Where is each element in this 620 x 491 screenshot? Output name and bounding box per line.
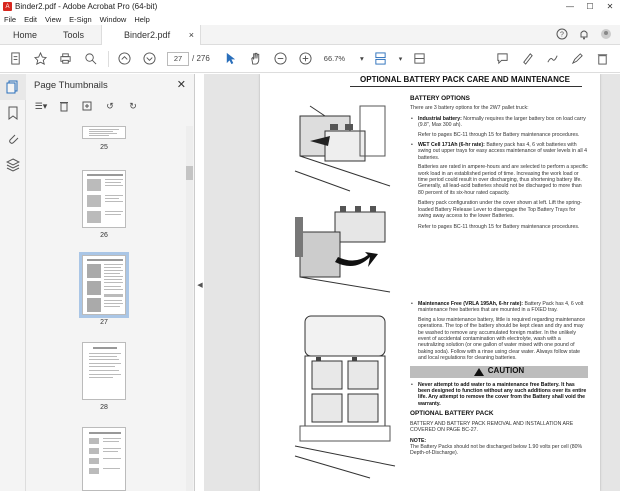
industrial-lead: Industrial battery: — [418, 115, 462, 122]
tab-bar — [0, 25, 620, 45]
previous-page-icon[interactable] — [117, 52, 131, 66]
page-thumbnail[interactable] — [82, 342, 126, 400]
fill-sign-icon[interactable] — [570, 52, 584, 66]
wet-paragraph-2: Batteries are rated in ampere-hours and are selected to perform a specific work load in an established period of time. Increasing the work load or time period could result in over discharging, thus shortening battery life. Generally, all lead-acid batteries should not be discharged to more than 80 percent of its six-hour rated capacity. — [418, 164, 588, 196]
tab-close-icon[interactable]: × — [188, 29, 195, 40]
main-toolbar — [0, 45, 620, 73]
highlight-pen-icon[interactable] — [520, 52, 534, 66]
maintenance-free-battery-illustration — [290, 306, 400, 486]
left-navigation-rail — [0, 74, 26, 491]
close-window-button[interactable]: ✕ — [606, 2, 614, 11]
user-avatar-icon[interactable] — [600, 28, 612, 42]
zoom-value: 66.7% — [323, 54, 346, 63]
scroll-mode-icon[interactable] — [412, 52, 426, 66]
layers-icon[interactable] — [0, 152, 26, 178]
acrobat-logo-icon: A — [3, 2, 12, 11]
chevron-down-icon: ▾ — [360, 54, 364, 63]
maximize-button[interactable]: ☐ — [586, 2, 594, 11]
caution-label: CAUTION — [487, 366, 525, 376]
rotate-left-icon[interactable]: ↺ — [106, 100, 114, 111]
battery-tray-illustration-1 — [290, 96, 400, 196]
heading-rule — [350, 86, 582, 87]
note-text: The Battery Packs should not be discharged below 1.90 volts per cell (80% Depth-of-Discharge). — [410, 443, 583, 457]
page-thumbnail[interactable] — [82, 126, 126, 139]
thumbnail-page-number: 25 — [100, 144, 108, 151]
create-pdf-icon[interactable] — [8, 52, 22, 66]
window-controls — [560, 0, 620, 13]
page-thumbnail-selected[interactable] — [82, 255, 126, 315]
select-cursor-icon[interactable] — [224, 52, 238, 66]
thumbnail-page-number: 26 — [100, 232, 108, 239]
thumbnail-page-number: 28 — [100, 404, 108, 411]
section-title-battery-options: BATTERY OPTIONS — [410, 95, 470, 102]
refer-text-1: Refer to pages BC-11 through 15 for Battery maintenance procedures. — [418, 131, 580, 138]
menu-esign[interactable]: E-Sign — [69, 14, 92, 24]
comment-icon[interactable] — [495, 52, 509, 66]
mf-text: Battery Pack has 4, 6 volt maintenance free batteries that are mounted in a FIXED tray. — [418, 301, 584, 314]
tab-tools[interactable]: Tools — [63, 29, 85, 40]
warning-triangle-icon — [474, 368, 484, 376]
page-display-icon[interactable] — [374, 52, 388, 66]
attachments-icon[interactable] — [0, 126, 26, 152]
page-number-input[interactable]: 27 — [167, 52, 189, 66]
draw-icon[interactable] — [545, 52, 559, 66]
battery-tray-illustration-2 — [290, 202, 400, 297]
text-column-top — [410, 96, 588, 234]
panel-tools — [34, 100, 140, 112]
collapse-panel-handle[interactable]: ◀ — [197, 282, 203, 289]
thumbnail-page-number: 27 — [100, 319, 108, 326]
delete-icon[interactable] — [595, 52, 609, 66]
menu-edit[interactable]: Edit — [24, 14, 38, 24]
delete-page-icon[interactable] — [57, 100, 71, 112]
page-thumbnails-icon[interactable] — [0, 74, 26, 100]
optional-text: BATTERY AND BATTERY PACK REMOVAL AND INSTALLATION ARE COVERED ON PAGE BC-27. — [410, 420, 574, 434]
bookmarks-icon[interactable] — [0, 100, 26, 126]
page-total-label: / 276 — [192, 54, 210, 63]
zoom-in-icon[interactable] — [299, 52, 313, 66]
industrial-text: Normally requires the larger battery box on load carry (9.8", Max 300 ah). — [418, 115, 586, 129]
rotate-right-icon[interactable]: ↻ — [129, 100, 137, 111]
bullet-wet-cell — [410, 142, 588, 161]
document-view — [204, 74, 620, 491]
search-icon[interactable] — [83, 52, 97, 66]
menu-view[interactable]: View — [45, 14, 62, 24]
thumbnail-scrollbar[interactable] — [186, 126, 193, 491]
panel-title: Page Thumbnails — [34, 80, 108, 91]
tab-document[interactable] — [101, 25, 201, 45]
mf-lead: Maintenance Free (VRLA 195Ah, 6-hr rate): — [418, 301, 524, 307]
chevron-down-icon[interactable]: ▾ — [398, 55, 403, 63]
caution-banner — [410, 366, 588, 378]
refer-text-2: Refer to pages BC-11 through 15 for Battery maintenance procedures. — [418, 223, 580, 230]
svg-text:?: ? — [560, 31, 564, 38]
toolbar-separator — [108, 51, 109, 67]
insert-page-icon[interactable] — [80, 100, 94, 112]
caution-text — [410, 382, 588, 408]
notifications-icon[interactable] — [578, 28, 590, 42]
tab-document-label: Binder2.pdf — [124, 29, 171, 40]
note-label: NOTE: — [410, 437, 427, 444]
menu-help[interactable]: Help — [134, 14, 150, 24]
bullet-industrial — [410, 116, 588, 129]
zoom-out-icon[interactable] — [274, 52, 288, 66]
wet-text: Battery pack has 4, 6 volt batteries with swing out upper trays for easy access maintenance of water levels in all 4 batteries. — [418, 142, 587, 161]
pdf-page — [260, 74, 600, 491]
tab-home[interactable]: Home — [13, 29, 38, 40]
hand-tool-icon[interactable] — [249, 52, 263, 66]
mf-paragraph-2: Being a low maintenance battery, little is required regarding maintenance operations. The top of the battery should be kept clean and dry and may be washed to remove any accumulated foreign matter. In the unlikely event of accidental contamination with electrolyte, wash with a neutralizing solution (or one gallon of water mixed with one pound of baking soda). Follow with a rinse using clear water. Always follow state and local regulations for cleaning batteries. — [418, 316, 586, 362]
page-heading: OPTIONAL BATTERY PACK CARE AND MAINTENANCE — [360, 75, 570, 84]
bookmark-star-icon[interactable] — [33, 52, 47, 66]
options-menu-icon[interactable]: ☰▾ — [34, 100, 48, 111]
zoom-dropdown[interactable] — [324, 52, 364, 66]
bullet-maintenance-free — [410, 301, 588, 314]
title-bar — [0, 0, 620, 13]
menu-window[interactable]: Window — [99, 14, 127, 24]
minimize-button[interactable]: — — [566, 2, 574, 11]
print-icon[interactable] — [58, 52, 72, 66]
menu-bar — [0, 13, 620, 25]
menu-file[interactable]: File — [4, 14, 17, 24]
close-panel-icon[interactable]: ✕ — [176, 79, 186, 91]
text-column-bottom — [410, 301, 588, 461]
page-thumbnail[interactable] — [82, 170, 126, 228]
scrollbar-thumb[interactable] — [186, 166, 193, 180]
page-thumbnails-panel — [26, 74, 195, 491]
wet-lead: WET Cell 171Ah (6-hr rate): — [418, 142, 485, 149]
window-title: Binder2.pdf - Adobe Acrobat Pro (64-bit) — [15, 2, 158, 11]
caution-text-bold: Never attempt to add water to a maintenance free Battery. It has been designed to function without any such additions over its entire life. Any attempt to remove the cover from the Battery shall void the warranty. — [418, 381, 587, 407]
help-icon[interactable] — [556, 28, 568, 42]
page-thumbnail[interactable] — [82, 427, 126, 491]
wet-paragraph-3: Battery pack configuration under the cover shown at left. Lift the spring-loaded Battery Release Lever to disengage the Top Battery Trays for swing away access to the lower Batteries. — [418, 200, 582, 220]
section-title-optional-pack: OPTIONAL BATTERY PACK — [410, 410, 494, 418]
next-page-icon[interactable] — [142, 52, 156, 66]
intro-text: There are 3 battery options for the 2W7 pallet truck: — [410, 105, 529, 112]
